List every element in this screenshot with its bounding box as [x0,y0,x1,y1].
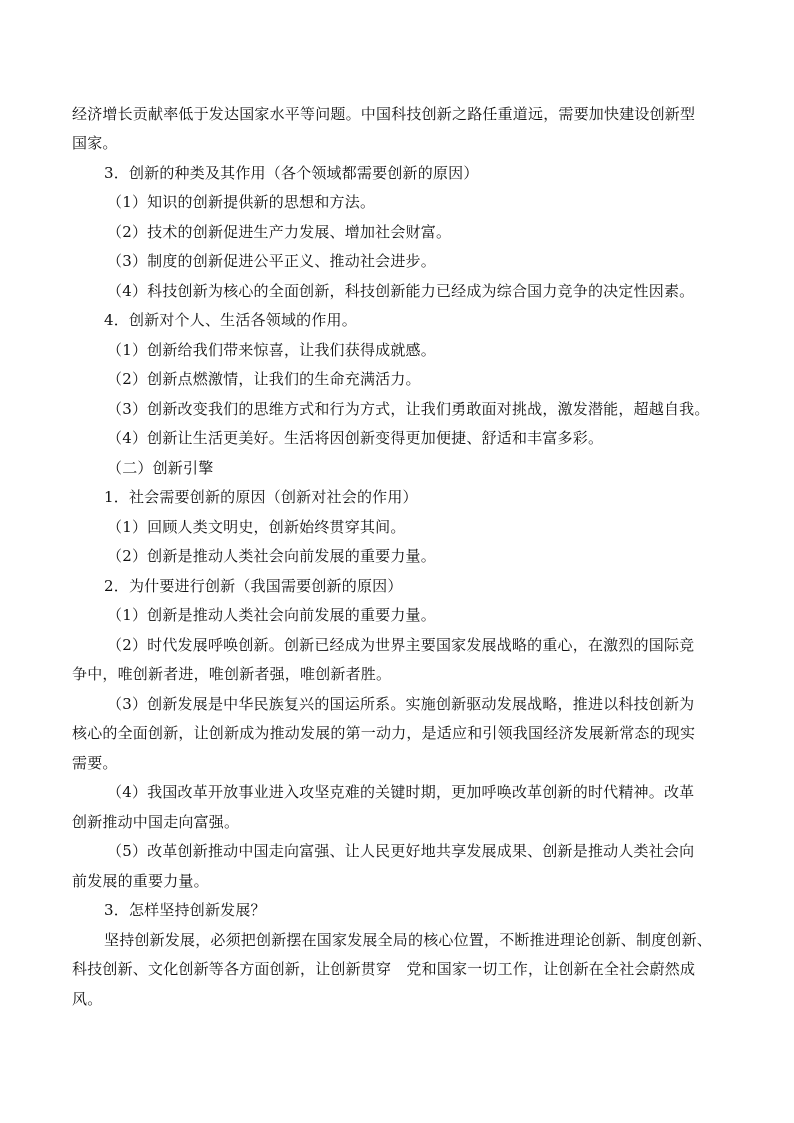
section-heading: 3．怎样坚持创新发展？ [104,901,266,919]
list-item: （2）创新是推动人类社会向前发展的重要力量。 [107,547,436,565]
paragraph-line: 争中，唯创新者进，唯创新者强，唯创新者胜。 [72,665,392,683]
paragraph-line: 科技创新、文化创新等各方面创新，让创新贯穿 党和国家一切工作，让创新在全社会蔚然成 [72,960,696,978]
list-item: （1）知识的创新提供新的思想和方法。 [107,193,376,211]
section-heading: 3．创新的种类及其作用（各个领域都需要创新的原因） [104,164,479,182]
list-item: （3）制度的创新促进公平正义、推动社会进步。 [107,252,436,270]
paragraph-line: 需要。 [72,754,118,772]
paragraph-line: 核心的全面创新，让创新成为推动发展的第一动力，是适应和引领我国经济发展新常态的现实 [72,724,696,742]
list-item: （1）创新给我们带来惊喜，让我们获得成就感。 [107,341,436,359]
list-item: （2）技术的创新促进生产力发展、增加社会财富。 [107,223,452,241]
paragraph-line: 国家。 [72,134,118,152]
list-item: （2）创新点燃激情，让我们的生命充满活力。 [107,370,421,388]
list-item: （5）改革创新推动中国走向富强、让人民更好地共享发展成果、创新是推动人类社会向 [107,842,695,860]
list-item: （4）科技创新为核心的全面创新，科技创新能力已经成为综合国力竞争的决定性因素。 [107,282,695,300]
list-item: （3）创新改变我们的思维方式和行为方式，让我们勇敢面对挑战，激发潜能，超越自我。 [107,400,710,418]
list-item: （4）我国改革开放事业进入攻坚克难的关键时期，更加呼唤改革创新的时代精神。改革 [107,783,695,801]
paragraph-line: 创新推动中国走向富强。 [72,813,240,831]
paragraph-line: 前发展的重要力量。 [72,872,209,890]
list-item: （2）时代发展呼唤创新。创新已经成为世界主要国家发展战略的重心，在激烈的国际竞 [107,636,695,654]
chapter-heading: （二）创新引擎 [107,459,214,477]
paragraph-line: 坚持创新发展，必须把创新摆在国家发展全局的核心位置，不断推进理论创新、制度创新、 [104,931,713,949]
paragraph-line: 经济增长贡献率低于发达国家水平等问题。中国科技创新之路任重道远，需要加快建设创新型 [72,105,696,123]
section-heading: 4．创新对个人、生活各领域的作用。 [104,311,357,329]
list-item: （4）创新让生活更美好。生活将因创新变得更加便捷、舒适和丰富多彩。 [107,429,604,447]
list-item: （3）创新发展是中华民族复兴的国运所系。实施创新驱动发展战略，推进以科技创新为 [107,695,695,713]
list-item: （1）创新是推动人类社会向前发展的重要力量。 [107,606,436,624]
section-heading: 1．社会需要创新的原因（创新对社会的作用） [104,488,418,506]
paragraph-line: 风。 [72,990,103,1008]
list-item: （1）回顾人类文明史，创新始终贯穿其间。 [107,518,406,536]
section-heading: 2．为什要进行创新（我国需要创新的原因） [104,577,403,595]
